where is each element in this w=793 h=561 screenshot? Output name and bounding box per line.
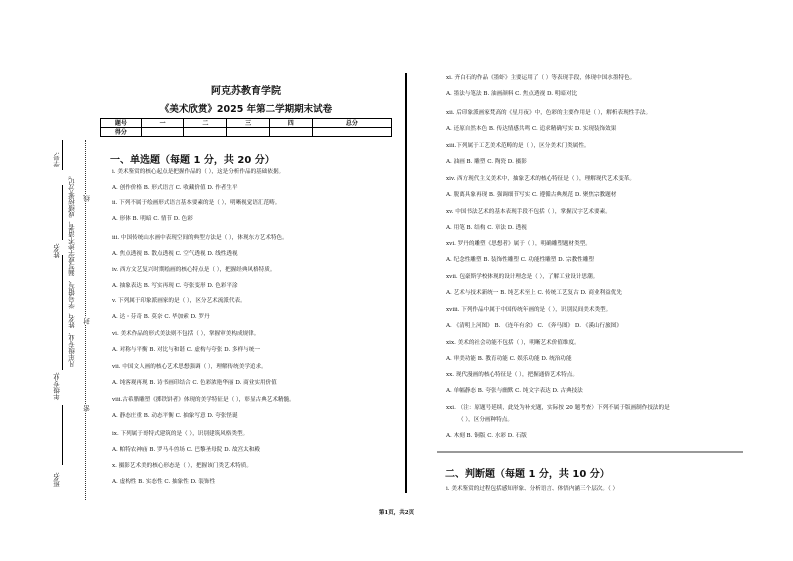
answer-options: A. 木刻 B. 铜版 C. 水彩 D. 石版 xyxy=(446,433,527,439)
question-text: xvii. 包豪斯学校体现的设计理念是（ ），了解工业设计思潮。 xyxy=(446,274,599,280)
answer-options: A. 纪念性雕塑 B. 装饰性雕塑 C. 功能性雕塑 D. 宗教性雕塑 xyxy=(446,257,594,263)
answer-options: A. 虚构性 B. 实态性 C. 抽象性 D. 装饰性 xyxy=(112,479,216,485)
exam-title: 《美术欣赏》2025 年第二学期期末试卷 xyxy=(159,104,333,115)
column-divider xyxy=(405,73,407,493)
judgement-question: i. 美术鉴赏的过程包括感知形象、分析语言、体悟内涵三个层次。（ ） xyxy=(446,486,619,492)
answer-options: A. 艺术与技术新统一 B. 纯艺术至上 C. 传统工艺复古 D. 商业利益优先 xyxy=(446,290,622,296)
page-footer: 第1页，共2页 xyxy=(378,510,415,516)
score-table-header: 二 xyxy=(184,119,227,128)
question-text: iv. 西方文艺复兴时期绘画的核心特点是（ ），把握经典风格特质。 xyxy=(112,267,276,273)
question-text: xix. 美术的社会功能不包括（ ），明晰艺术价值维度。 xyxy=(446,340,580,346)
question-text: xv. 中国书法艺术的基本表现手段不包括（ ），掌握汉字艺术要素。 xyxy=(446,209,611,215)
score-table xyxy=(100,118,392,137)
binding-line xyxy=(62,405,63,465)
score-cell[interactable] xyxy=(269,128,312,137)
question-text-continued: （ ），区分画种特点。 xyxy=(458,417,513,423)
question-text: xx. 现代漫画的核心特征是（ ），把握通俗艺术特点。 xyxy=(446,372,578,378)
seal-mark-xian: 线 xyxy=(83,195,91,202)
seal-mark-mi: 密 xyxy=(83,405,91,412)
score-table-header: 一 xyxy=(141,119,184,128)
score-table-header-row xyxy=(101,119,392,128)
score-cell[interactable] xyxy=(141,128,184,137)
section2-heading: 二、判断题（每题 1 分，共 10 分） xyxy=(445,469,610,480)
score-cell[interactable] xyxy=(312,128,391,137)
answer-options: A. 用笔 B. 结构 C. 章法 D. 透视 xyxy=(446,225,527,231)
question-text: vii. 中国文人画的核心艺术思想强调（ ），理解传统美学追求。 xyxy=(112,364,267,370)
question-text: xi. 齐白石的作品《墨虾》主要运用了（ ）等表现手段，体现中国水墨特色。 xyxy=(446,75,636,81)
answer-options: A. 抽象表达 B. 写实再现 C. 夸张变形 D. 色彩平涂 xyxy=(112,283,238,289)
answer-options: A. 还原自然本色 B. 传达情感共鸣 C. 追求精确写实 D. 实现装饰效果 xyxy=(446,126,617,132)
question-text: xviii. 下列作品中属于中国传统年画的是（ ），识别民间美术类型。 xyxy=(446,307,612,313)
question-text: xii. 后印象派画家梵高的《星月夜》中，色彩的主要作用是（ ），解析表现性手法。 xyxy=(446,110,652,116)
school-name: 阿克苏教育学院 xyxy=(211,86,281,97)
answer-options: A. 创作价格 B. 形式语言 C. 收藏价值 D. 作者生平 xyxy=(112,185,238,191)
question-text: i. 美术鉴赏的核心起点是把握作品的（ ），这是分析作品的基础依据。 xyxy=(112,169,285,175)
answer-options: A. 形体 B. 明暗 C. 情节 D. 色彩 xyxy=(112,216,193,222)
question-text: xiii.下列属于工艺美术范畴的是（ ），区分美术门类属性。 xyxy=(446,143,590,149)
grade-major-label: 年级专业: xyxy=(53,372,61,401)
score-table-header: 总分 xyxy=(312,119,391,128)
score-table-header: 三 xyxy=(227,119,270,128)
score-cell[interactable] xyxy=(184,128,227,137)
question-text: vi. 美术作品的形式美法则不包括（ ），掌握审美构成规律。 xyxy=(112,331,260,337)
answer-options: A. 审美功能 B. 教育功能 C. 娱乐功能 D. 统治功能 xyxy=(446,356,572,362)
binding-line xyxy=(62,255,63,370)
binding-line xyxy=(62,140,63,170)
answer-options: A. 墨法与笔法 B. 油画颜料 C. 焦点透视 D. 明暗对比 xyxy=(446,91,578,97)
binding-line xyxy=(62,185,63,240)
score-cell[interactable] xyxy=(227,128,270,137)
section-divider xyxy=(437,451,743,453)
question-text: xvi. 罗丹的雕塑《思想者》属于（ ），明确雕塑题材类型。 xyxy=(446,241,591,247)
score-table-score-row xyxy=(101,128,392,137)
question-text: ix. 下列属于哥特式建筑的是（ ），识别建筑风格类型。 xyxy=(112,431,249,437)
question-text: xiv. 西方现代主义美术中，抽象艺术的核心特征是（ ），理解现代艺术变革。 xyxy=(446,176,635,182)
score-table-header: 四 xyxy=(269,119,312,128)
score-table-header: 题号 xyxy=(101,119,142,128)
answer-options: A. 《清明上河图》 B. 《连年有余》 C. 《奔马图》 D. 《溪山行旅图》 xyxy=(446,323,622,329)
question-text: x. 摄影艺术美的核心形态是（ ），把握该门类艺术特质。 xyxy=(112,463,252,469)
answer-options: A. 单幅静态 B. 夸张与幽默 C. 纯文字表达 D. 古典技法 xyxy=(446,388,583,394)
question-text: xxi. （注：原题号延续，此处为补充题，实际按 20 题考查）下列不属于版画制作技法的是 xyxy=(446,405,670,411)
answer-options: A. 对称与平衡 B. 对比与和谐 C. 虚构与夸张 D. 多样与统一 xyxy=(112,347,260,353)
answer-options: A. 帕特农神庙 B. 罗马斗兽场 C. 巴黎圣母院 D. 故宫太和殿 xyxy=(112,447,260,453)
question-text: viii.古希腊雕塑《掷铁饼者》体现的美学特征是（ ），彰显古典艺术精髓。 xyxy=(112,397,295,403)
answer-options: A. 静态庄重 B. 动态平衡 C. 抽象写意 D. 夸张怪诞 xyxy=(112,413,238,419)
score-row-label: 得分 xyxy=(101,128,142,137)
answer-options: A. 油画 B. 雕塑 C. 陶瓷 D. 摄影 xyxy=(446,159,527,165)
question-text: v. 下列属于印象派画家的是（ ），区分艺术流派代表。 xyxy=(112,298,246,304)
student-id-label: 学号: xyxy=(53,152,61,168)
class-label: 班名: xyxy=(53,472,61,488)
answer-options: A. 纯客观再现 B. 诗书画印结合 C. 色彩浓艳华丽 D. 商业实用价值 xyxy=(112,380,277,386)
answer-options: A. 脱离具象再现 B. 强调细节写实 C. 遵循古典规范 D. 聚焦宗教题材 xyxy=(446,192,617,198)
binding-notice: 凡年级专业、姓名、学号错写、漏写或字迹不清者，成绩按零分记。 xyxy=(68,172,76,367)
question-text: ii. 下列不属于绘画形式语言基本要素的是（ ），明晰视觉语汇范畴。 xyxy=(112,200,281,206)
answer-options: A. 达・芬奇 B. 莫奈 C. 毕加索 D. 罗丹 xyxy=(112,314,210,320)
answer-options: A. 焦点透视 B. 散点透视 C. 空气透视 D. 线性透视 xyxy=(112,251,238,257)
name-label: 姓名: xyxy=(53,243,61,259)
seal-mark-feng: 封 xyxy=(83,318,91,325)
section1-heading: 一、单选题（每题 1 分，共 20 分） xyxy=(110,155,275,166)
question-text: iii. 中国传统山水画中表现空间的典型方法是（ ），体现东方艺术特色。 xyxy=(112,235,288,241)
